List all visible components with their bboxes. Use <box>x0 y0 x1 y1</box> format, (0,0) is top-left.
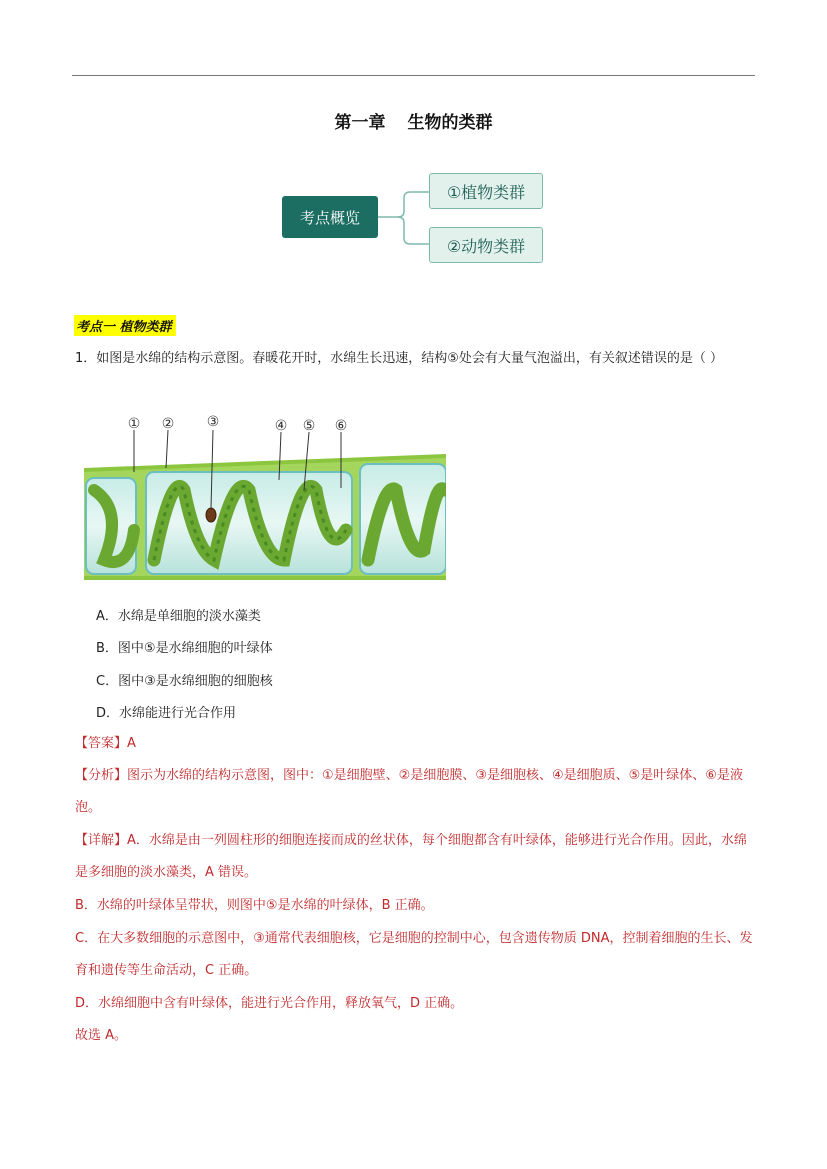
chapter-title <box>0 108 827 133</box>
mindmap-connectors <box>0 0 827 300</box>
section-title: 考点一 植物类群 <box>74 315 176 336</box>
option-a: A．水绵是单细胞的淡水藻类 <box>96 609 261 624</box>
detail-line-a: A．水绵是由一列圆柱形的细胞连接而成的丝状体，每个细胞都含有叶绿体，能够进行光合作用。因此，水绵是多细胞的淡水藻类，A 错误。 <box>75 833 747 880</box>
chapter-name: 生物的类群 <box>407 113 493 133</box>
analysis-tag: 【分析】 <box>75 768 128 783</box>
figure-label-3: ③ <box>206 414 220 430</box>
detail-line-b: B．水绵的叶绿体呈带状，则图中⑤是水绵的叶绿体，B 正确。 <box>75 898 434 913</box>
answer-line <box>75 728 757 760</box>
chapter-number: 第一章 <box>334 113 386 133</box>
option-b: B．图中⑤是水绵细胞的叶绿体 <box>96 641 273 656</box>
option-d: D．水绵能进行光合作用 <box>96 706 237 721</box>
option-c: C．图中③是水绵细胞的细胞核 <box>96 674 273 689</box>
conclusion: 故选 A。 <box>75 1028 128 1043</box>
mindmap-root: 考点概览 <box>282 196 378 238</box>
detail-line-d: D．水绵细胞中含有叶绿体，能进行光合作用，释放氧气，D 正确。 <box>75 996 464 1011</box>
spirogyra-figure <box>84 410 446 586</box>
header-rule <box>72 75 755 76</box>
figure-label-2: ② <box>161 416 175 432</box>
detail-line-c: C．在大多数细胞的示意图中，③通常代表细胞核，它是细胞的控制中心，包含遗传物质 DNA，控制着细胞的生长、发育和遗传等生命活动，C 正确。 <box>75 931 753 978</box>
question-stem: 1．如图是水绵的结构示意图。春暖花开时，水绵生长迅速，结构⑤处会有大量气泡溢出，有关叙述错误的是（ ） <box>75 351 724 366</box>
detail-tag: 【详解】 <box>75 833 128 848</box>
answer-tag: 【答案】 <box>75 736 128 751</box>
figure-label-1: ① <box>127 416 141 432</box>
figure-label-5: ⑤ <box>302 418 316 434</box>
analysis-text: 图示为水绵的结构示意图，图中：①是细胞壁、②是细胞膜、③是细胞核、④是细胞质、⑤是叶绿体、⑥是液泡。 <box>75 768 743 815</box>
mindmap-branch-plants: ①植物类群 <box>429 173 543 209</box>
detail-paragraph-a <box>75 825 757 889</box>
figure-label-6: ⑥ <box>334 418 348 434</box>
figure-label-4: ④ <box>274 418 288 434</box>
analysis-paragraph <box>75 760 757 824</box>
mindmap-branch-animals: ②动物类群 <box>429 227 543 263</box>
answer-value: A <box>127 736 136 751</box>
